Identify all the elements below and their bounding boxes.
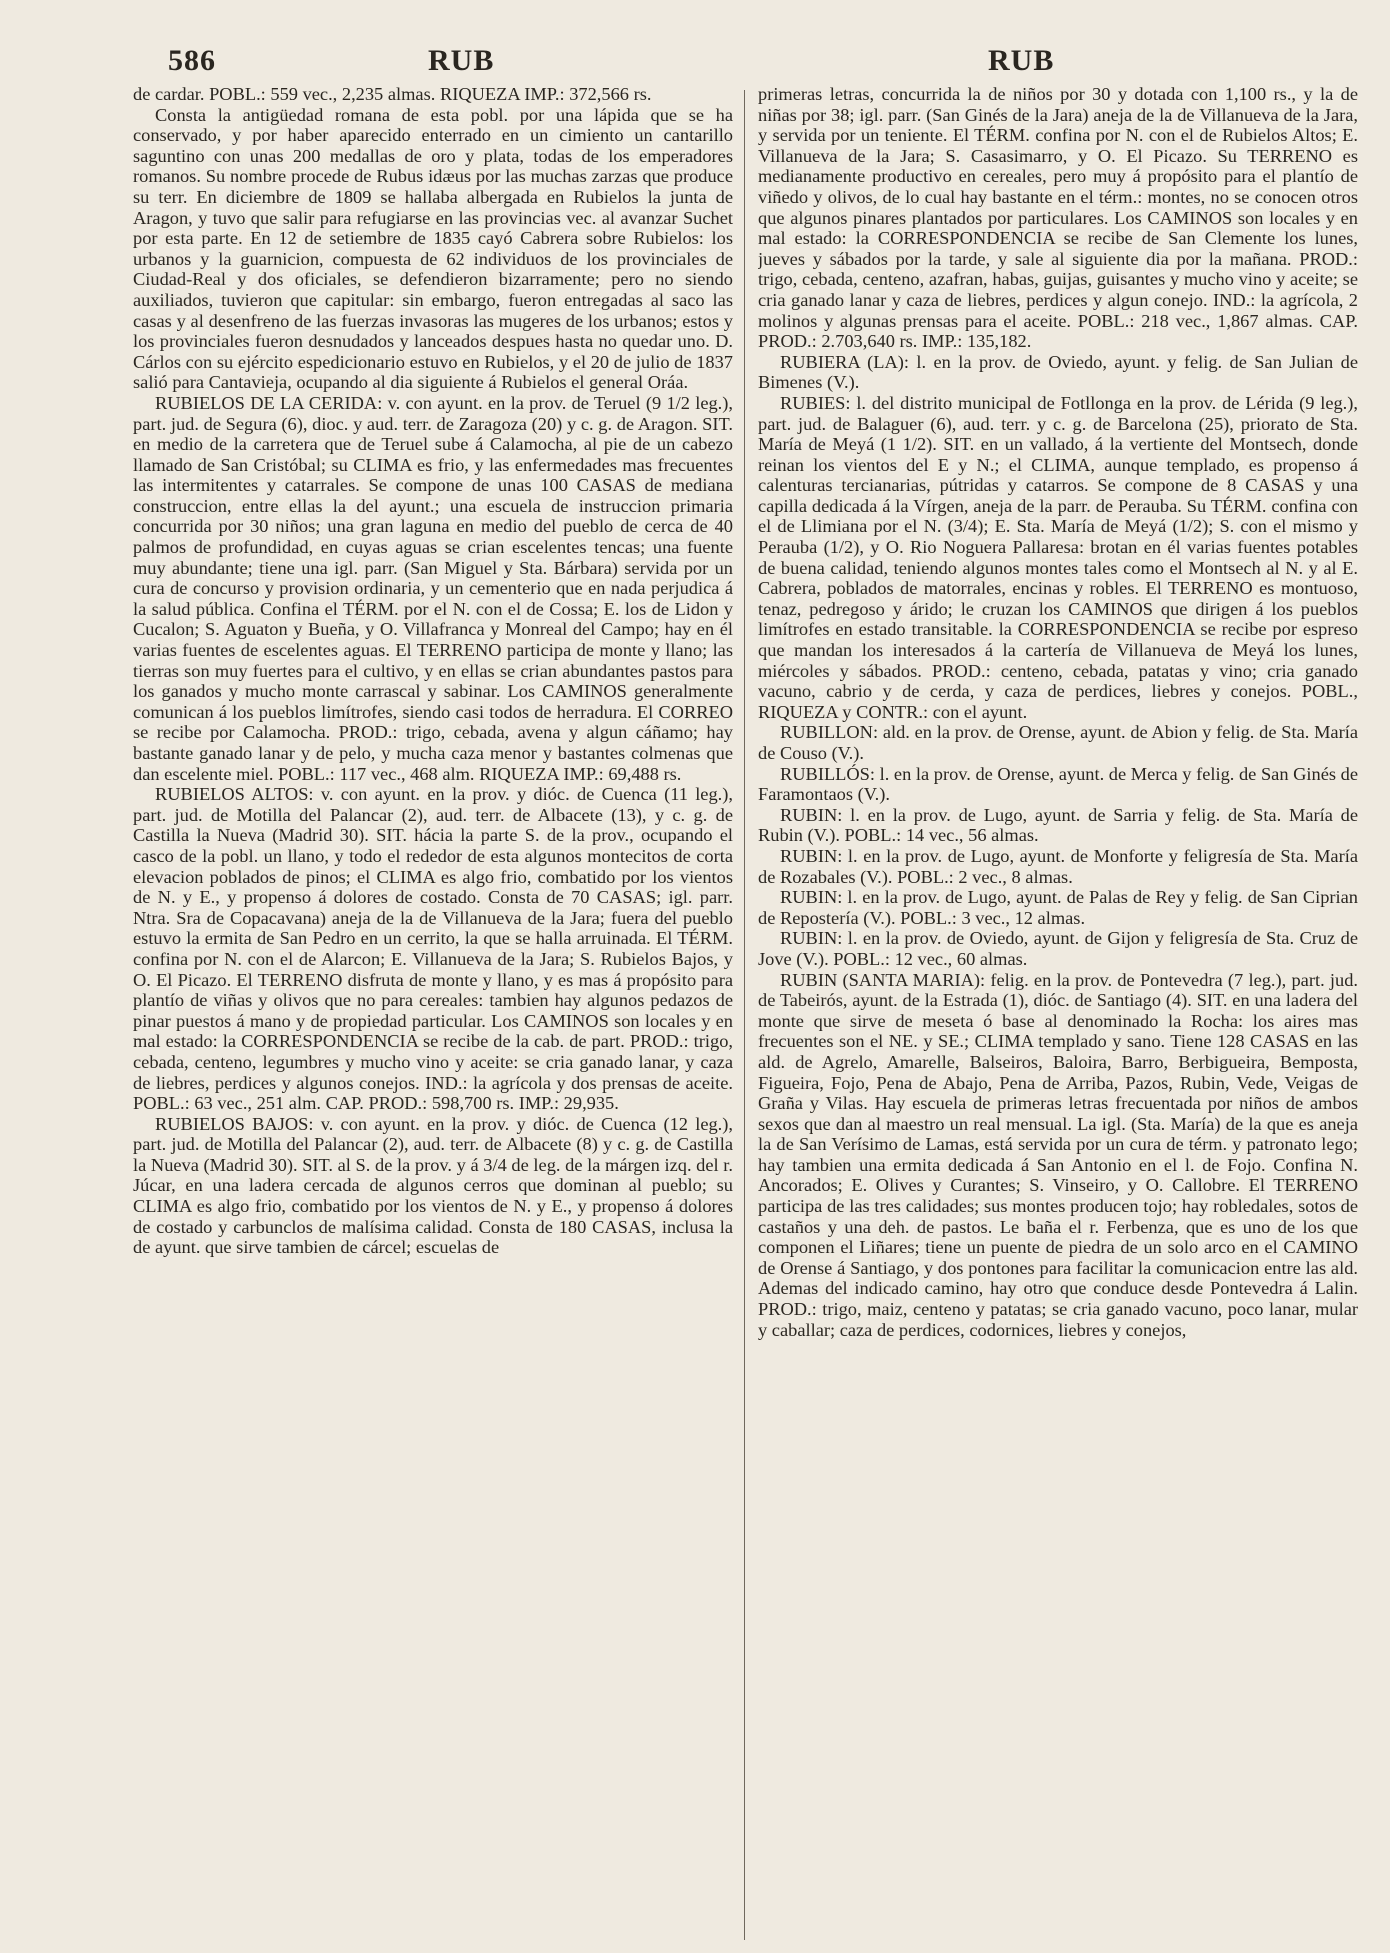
dictionary-entry: RUBIN: l. en la prov. de Lugo, ayunt. de Sarria y felig. de Sta. María de Rubin (V.). POBL.: 14 vec., 56 almas. [758, 804, 1358, 846]
dictionary-entry: RUBILLON: ald. en la prov. de Orense, ayunt. de Abion y felig. de Sta. María de Couso (V.). [758, 722, 1358, 763]
dictionary-entry: RUBIELOS BAJOS: v. con ayunt. en la prov. y dióc. de Cuenca (12 leg.), part. jud. de Motilla del Palancar (2), aud. terr. de Albacete (8) y c. g. de Castilla la Nueva (Madrid 30). SIT. al S. de la prov. y á 3/4 de leg. de la márgen izq. del r. Júcar, en una ladera cercada de algunos cerros que dominan al pueblo; su CLIMA es algo frio, combatido por los vientos de N. y E., y propenso á dolores de costado y carbunclos de malísima calidad. Consta de 180 CASAS, inclusa la de ayunt. que sirve tambien de cárcel; escuelas de [133, 1113, 733, 1258]
left-column [133, 84, 733, 1944]
dictionary-entry: RUBIN: l. en la prov. de Lugo, ayunt. de Monforte y feligresía de Sta. María de Rozabales (V.). POBL.: 2 vec., 8 almas. [758, 845, 1358, 887]
left-running-head: RUB [428, 44, 495, 77]
page-number: 586 [168, 44, 216, 77]
dictionary-entry: RUBILLÓS: l. en la prov. de Orense, ayunt. de Merca y felig. de San Ginés de Faramontaos (V.). [758, 763, 1358, 805]
dictionary-entry: RUBIELOS DE LA CERIDA: v. con ayunt. en la prov. de Teruel (9 1/2 leg.), part. jud. de Segura (6), dioc. y aud. terr. de Zaragoza (20) y c. g. de Aragon. SIT. en medio de la carretera que de Teruel sube á Calamocha, al pie de un cabezo llamado de San Cristóbal; su CLIMA es frio, y las enfermedades mas frecuentes las intermitentes y catarrales. Se compone de unas 100 CASAS de mediana construccion, entre ellas la del ayunt.; una escuela de instruccion primaria concurrida por 30 niños; una gran laguna en medio del pueblo de cerca de 40 palmos de profundidad, en cuyas aguas se crian escelentes tencas; una fuente muy abundante; tiene una igl. parr. (San Miguel y Sta. Bárbara) servida por un cura de concurso y provision ordinaria, y un cementerio que en nada perjudica á la salud pública. Confina el TÉRM. por el N. con el de Cossa; E. los de Lidon y Cucalon; S. Aguaton y Bueña, y O. Villafranca y Monreal del Campo; hay en él varias fuentes de escelentes aguas. El TERRENO participa de monte y llano; las tierras son muy fuertes para el cultivo, y en ellas se crian abundantes pastos para los ganados y mucho monte carrascal y sabinar. Los CAMINOS generalmente comunican á los pueblos limítrofes, siendo casi todos de herradura. El CORREO se recibe por Calamocha. PROD.: trigo, cebada, avena y algun cáñamo; hay bastante ganado lanar y de pelo, y mucha caza menor y bastantes colmenas que dan escelente miel. POBL.: 117 vec., 468 alm. RIQUEZA IMP.: 69,488 rs. [133, 392, 733, 784]
dictionary-entry: primeras letras, concurrida la de niños por 30 y dotada con 1,100 rs., y la de niñas por 38; igl. parr. (San Ginés de la Jara) aneja de la de Villanueva de la Jara, y servida por un teniente. El TÉRM. confina por N. con el de Rubielos Altos; E. Villanueva de la Jara; S. Casasimarro, y O. El Picazo. Su TERRENO es medianamente productivo en cereales, pero muy á propósito para el plantío de viñedo y olivos, de lo cual hay bastante en el térm.: montes, no se conocen otros que algunos pinares plantados por particulares. Los CAMINOS son locales y en mal estado: la CORRESPONDENCIA se recibe de San Clemente los lunes, jueves y sábados por la tarde, y sale al siguiente dia por la mañana. PROD.: trigo, cebada, centeno, azafran, habas, guijas, guisantes y mucho vino y aceite; se cria ganado lanar y caza de liebres, perdices y algun conejo. IND.: la agrícola, 2 molinos y algunas prensas para el aceite. POBL.: 218 vec., 1,867 almas. CAP. PROD.: 2.703,640 rs. IMP.: 135,182. [758, 84, 1358, 352]
dictionary-entry: RUBIERA (LA): l. en la prov. de Oviedo, ayunt. y felig. de San Julian de Bimenes (V.). [758, 351, 1358, 393]
dictionary-entry: RUBIN (SANTA MARIA): felig. en la prov. de Pontevedra (7 leg.), part. jud. de Tabeirós, ayunt. de la Estrada (1), dióc. de Santiago (4). SIT. en una ladera del monte que sirve de meseta ó base al denominado la Rocha: los aires mas frecuentes son el NE. y SE.; CLIMA templado y sano. Tiene 128 CASAS en las ald. de Agrelo, Amarelle, Balseiros, Baloira, Barro, Berbigueira, Bemposta, Figueira, Fojo, Pena de Abajo, Pena de Arriba, Pazos, Rubin, Vede, Veigas de Graña y Vilas. Hay escuela de primeras letras frecuentada por niños de ambos sexos que dan al maestro un real mensual. La igl. (Sta. María) de la que es aneja la de San Verísimo de Lamas, está servida por un cura de térm. y patronato lego; hay tambien una ermita dedicada á San Antonio en el l. de Fojo. Confina N. Ancorados; E. Olives y Curantes; S. Vinseiro, y O. Callobre. El TERRENO participa de las tres calidades; sus montes producen tojo; hay robledales, sotos de castaños y una deh. de pastos. Le baña el r. Ferbenza, que es uno de los que componen el Liñares; tiene un puente de piedra de un solo arco en el CAMINO de Orense á Santiago, y dos pontones para facilitar la comunicacion entre las ald. Ademas del indicado camino, hay otro que conduce desde Pontevedra á Lalin. PROD.: trigo, maiz, centeno y patatas; se cria ganado vacuno, poco lanar, mular y caballar; caza de perdices, codornices, liebres y conejos, [758, 969, 1358, 1340]
dictionary-entry: RUBIN: l. en la prov. de Lugo, ayunt. de Palas de Rey y felig. de San Ciprian de Repostería (V.). POBL.: 3 vec., 12 almas. [758, 887, 1358, 928]
dictionary-entry: RUBIN: l. en la prov. de Oviedo, ayunt. de Gijon y feligresía de Sta. Cruz de Jove (V.). POBL.: 12 vec., 60 almas. [758, 928, 1358, 969]
running-header [0, 38, 1390, 88]
right-column [758, 84, 1358, 1944]
dictionary-entry: RUBIES: l. del distrito municipal de Fotllonga en la prov. de Lérida (9 leg.), part. jud. de Balaguer (6), aud. terr. y c. g. de Barcelona (25), priorato de Sta. María de Meyá (1 1/2). SIT. en un vallado, á la vertiente del Montsech, donde reinan los vientos del E y N.; el CLIMA, aunque templado, es propenso á calenturas tercianarias, pútridas y catarros. Se compone de 8 CASAS y una capilla dedicada á la Vírgen, aneja de la parr. de Perauba. Su TÉRM. confina con el de Llimiana por el N. (3/4); E. Sta. María de Meyá (1/2); S. con el mismo y Perauba (1/2), y O. Rio Noguera Pallaresa: brotan en él varias fuentes potables de buena calidad, teniendo algunos montes tales como el Montsech al N. y al E. Cabrera, poblados de matorrales, encinas y robles. El TERRENO es montuoso, tenaz, pedregoso y árido; le cruzan los CAMINOS que dirigen á los pueblos limítrofes en estado transitable. la CORRESPONDENCIA se recibe por espreso que mandan los interesados á la cartería de Villanueva de Meyá los lunes, miércoles y sábados. PROD.: centeno, cebada, patatas y vino; cria ganado vacuno, cabrio y de cerda, y caza de perdices, liebres y conejos. POBL., RIQUEZA y CONTR.: con el ayunt. [758, 392, 1358, 722]
dictionary-entry: de cardar. POBL.: 559 vec., 2,235 almas. RIQUEZA IMP.: 372,566 rs. [133, 84, 652, 104]
dictionary-entry: Consta la antigüedad romana de esta pobl. por una lápida que se ha conservado, y por haber aparecido enterrado en un cimiento un cantarillo saguntino con unas 200 medallas de oro y plata, todas de los emperadores romanos. Su nombre procede de Rubus idæus por las muchas zarzas que produce su terr. En diciembre de 1809 se hallaba albergada en Rubielos la junta de Aragon, y tuvo que salir para refugiarse en las provincias vec. al avanzar Suchet por esta parte. En 12 de setiembre de 1835 cayó Cabrera sobre Rubielos: los urbanos y la guarnicion, compuesta de 62 individuos de los provinciales de Ciudad-Real y dos oficiales, se defendieron bizarramente; pero no siendo auxiliados, tuvieron que capitular: sin embargo, fueron entregadas al saco las casas y al desenfreno de las fuerzas invasoras las mugeres de los urbanos; estos y los provinciales fueron desnudados y lanceados despues hasta no quedar uno. D. Cárlos con su ejército espedicionario estuvo en Rubielos, y el 20 de julio de 1837 salió para Cantavieja, ocupando al dia siguiente á Rubielos el general Oráa. [133, 104, 733, 393]
dictionary-entry: RUBIELOS ALTOS: v. con ayunt. en la prov. y dióc. de Cuenca (11 leg.), part. jud. de Motilla del Palancar (2), aud. terr. de Albacete (13), y c. g. de Castilla la Nueva (Madrid 30). SIT. hácia la parte S. de la prov., ocupando el casco de la pobl. un llano, y todo el rededor de esta algunos montecitos de corta elevacion poblados de pinos; el CLIMA es algo frio, combatido por los vientos de N. y E., y propenso á dolores de costado. Consta de 70 CASAS; igl. parr. Ntra. Sra de Copacavana) aneja de la de Villanueva de la Jara; fuera del pueblo estuvo la ermita de San Pedro en un cerrito, la que se halla arruinada. El TÉRM. confina por N. con el de Alarcon; E. Villanueva de la Jara; S. Rubielos Bajos, y O. El Picazo. El TERRENO disfruta de monte y llano, y es mas á propósito para plantío de viñas y olivos que no para cereales: tambien hay algunos pedazos de pinar puestos á mano y de propiedad particular. Los CAMINOS son locales y en mal estado: la CORRESPONDENCIA se recibe de la cab. de part. PROD.: trigo, cebada, centeno, legumbres y mucho vino y aceite: se cria ganado lanar, y caza de liebres, perdices y algunos conejos. IND.: la agrícola y dos prensas de aceite. POBL.: 63 vec., 251 alm. CAP. PROD.: 598,700 rs. IMP.: 29,935. [133, 784, 733, 1114]
column-divider [744, 90, 745, 1940]
right-running-head: RUB [988, 44, 1055, 77]
